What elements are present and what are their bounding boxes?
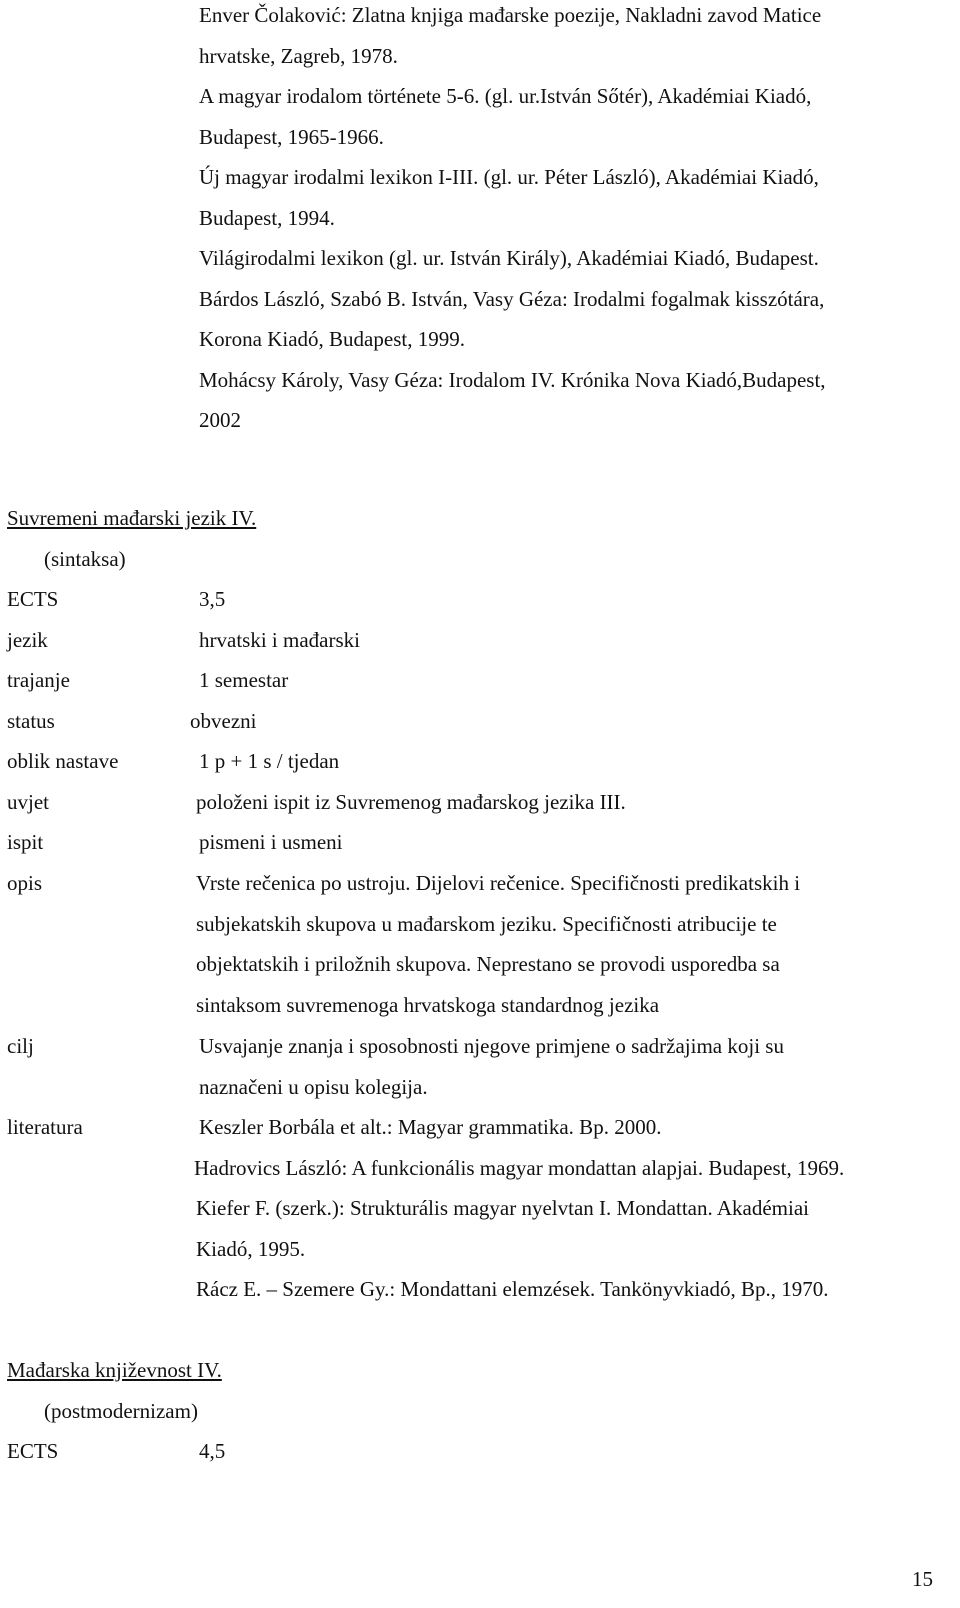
course-title: Mađarska književnost IV. <box>7 1358 222 1382</box>
field-label-ects: ECTS <box>7 1439 59 1463</box>
literature-line: Kiefer F. (szerk.): Strukturális magyar nyelvtan I. Mondattan. Akadémiai <box>196 1196 809 1220</box>
reference-line: Budapest, 1965-1966. <box>199 125 384 149</box>
field-value-ects: 3,5 <box>199 587 226 611</box>
literature-line: Hadrovics László: A funkcionális magyar mondattan alapjai. Budapest, 1969. <box>194 1156 845 1180</box>
field-label-uvjet: uvjet <box>7 790 49 814</box>
course-subtitle: (sintaksa) <box>44 547 126 571</box>
field-label-jezik: jezik <box>7 628 48 652</box>
reference-line: Világirodalmi lexikon (gl. ur. István Király), Akadémiai Kiadó, Budapest. <box>199 246 819 270</box>
course-subtitle: (postmodernizam) <box>44 1399 198 1423</box>
opis-line: subjekatskih skupova u mađarskom jeziku. Specifičnosti atribucije te <box>196 912 777 936</box>
field-value-ects: 4,5 <box>199 1439 226 1463</box>
field-label-trajanje: trajanje <box>7 668 70 692</box>
page-number: 15 <box>912 1567 933 1591</box>
opis-line: objektatskih i priložnih skupova. Neprestano se provodi usporedba sa <box>196 952 780 976</box>
field-value-jezik: hrvatski i mađarski <box>199 628 360 652</box>
field-value-ispit: pismeni i usmeni <box>199 830 343 854</box>
reference-line: 2002 <box>199 408 241 432</box>
field-value-oblik-nastave: 1 p + 1 s / tjedan <box>199 749 340 773</box>
reference-line: Bárdos László, Szabó B. István, Vasy Géza: Irodalmi fogalmak kisszótára, <box>199 287 825 311</box>
field-label-cilj: cilj <box>7 1034 34 1058</box>
reference-line: Mohácsy Károly, Vasy Géza: Irodalom IV. Krónika Nova Kiadó,Budapest, <box>199 368 826 392</box>
reference-line: Budapest, 1994. <box>199 206 335 230</box>
literature-line: Keszler Borbála et alt.: Magyar grammatika. Bp. 2000. <box>199 1115 662 1139</box>
cilj-line: Usvajanje znanja i sposobnosti njegove primjene o sadržajima koji su <box>199 1034 784 1058</box>
reference-line: A magyar irodalom története 5-6. (gl. ur.István Sőtér), Akadémiai Kiadó, <box>199 84 812 108</box>
reference-line: Enver Čolaković: Zlatna knjiga mađarske poezije, Nakladni zavod Matice <box>199 3 822 27</box>
field-label-ispit: ispit <box>7 830 44 854</box>
cilj-line: naznačeni u opisu kolegija. <box>199 1075 428 1099</box>
field-value-trajanje: 1 semestar <box>199 668 289 692</box>
field-label-status: status <box>7 709 55 733</box>
field-label-literatura: literatura <box>7 1115 83 1139</box>
field-value-uvjet: položeni ispit iz Suvremenog mađarskog jezika III. <box>196 790 626 814</box>
opis-line: Vrste rečenica po ustroju. Dijelovi rečenice. Specifičnosti predikatskih i <box>196 871 801 895</box>
course-title: Suvremeni mađarski jezik IV. <box>7 506 257 530</box>
opis-line: sintaksom suvremenoga hrvatskoga standardnog jezika <box>196 993 660 1017</box>
field-label-opis: opis <box>7 871 43 895</box>
field-label-ects: ECTS <box>7 587 59 611</box>
literature-line: Rácz E. – Szemere Gy.: Mondattani elemzések. Tankönyvkiadó, Bp., 1970. <box>196 1277 829 1301</box>
reference-line: Új magyar irodalmi lexikon I-III. (gl. ur. Péter László), Akadémiai Kiadó, <box>199 165 819 189</box>
reference-line: hrvatske, Zagreb, 1978. <box>199 44 398 68</box>
field-value-status: obvezni <box>190 709 257 733</box>
field-label-oblik-nastave: oblik nastave <box>7 749 119 773</box>
reference-line: Korona Kiadó, Budapest, 1999. <box>199 327 465 351</box>
literature-line: Kiadó, 1995. <box>196 1237 306 1261</box>
